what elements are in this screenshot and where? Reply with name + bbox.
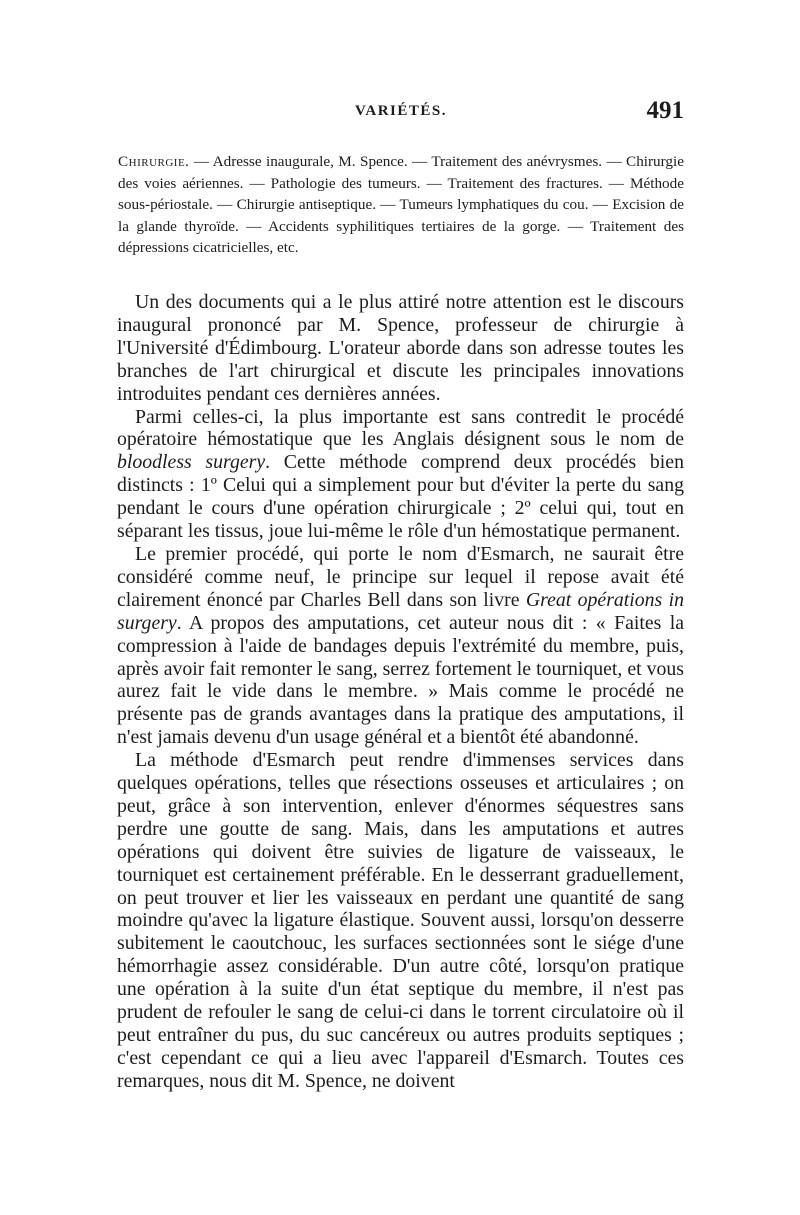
section-summary <box>118 151 684 259</box>
running-head <box>118 97 684 133</box>
summary-lead: Chirurgie. <box>118 153 190 170</box>
paragraph-2-text-a: Parmi celles-ci, la plus importante est sans contredit le procédé opératoire hémostatique que les Anglais désignent sous le nom de <box>117 405 684 451</box>
paragraph-2-text-b: . Cette méthode comprend deux procédés bien distincts : 1º Celui qui a simplement pour but d'éviter la perte du sang pendant le cours d'une opération chirurgicale ; 2º celui qui, tout en séparant les tissus, joue lui-même le rôle d'un hémostatique permanent. <box>117 451 684 543</box>
summary-text: — Adresse inaugurale, M. Spence. — Traitement des anévrysmes. — Chirurgie des voies aériennes. — Pathologie des tumeurs. — Traitement des fractures. — Méthode sous-périostale. — Chirurgie antiseptique. — Tumeurs lymphatiques du cou. — Excision de la glande thyroïde. — Accidents syphilitiques tertiaires de la gorge. — Traitement des dépressions cicatricielles, etc. <box>118 153 684 257</box>
section-title: VARIÉTÉS. <box>354 103 447 119</box>
paragraph-3-italic: Great opérations in surgery <box>117 588 684 634</box>
paragraph-1: Un des documents qui a le plus attiré notre attention est le discours inaugural prononcé par M. Spence, professeur de chirurgie à l'Université d'Édimbourg. L'orateur aborde dans son adresse toutes les branches de l'art chirurgical et discute les principales innovations introduites pendant ces dernières années. <box>117 291 684 405</box>
paragraph-2 <box>117 406 684 543</box>
paragraph-3-text-a: Le premier procédé, qui porte le nom d'Esmarch, ne saurait être considéré comme neuf, le principe sur lequel il repose avait été clairement énoncé par Charles Bell dans son livre <box>117 542 684 611</box>
page-number: 491 <box>646 97 684 124</box>
paragraph-4: La méthode d'Esmarch peut rendre d'immenses services dans quelques opérations, telles que résections osseuses et articulaires ; on peut, grâce à son intervention, enlever d'énormes séquestres sans perdre une goutte de sang. Mais, dans les amputations et autres opérations qui doivent être suivies de ligature de vaisseaux, le tourniquet est certainement préférable. En le desserrant graduellement, on peut trouver et lier les vaisseaux en perdant une quantité de sang moindre qu'avec la ligature élastique. Souvent aussi, lorsqu'on desserre subitement le caoutchouc, les surfaces sectionnées sont le siége d'une hémorrhagie assez considérable. D'un autre côté, lorsqu'on pratique une opération à la suite d'un état septique du membre, il n'est pas prudent de refouler le sang de celui-ci dans le torrent circulatoire où il peut entraîner du pus, du suc cancéreux ou autres produits septiques ; c'est cependant ce qui a lieu avec l'appareil d'Esmarch. Toutes ces remarques, nous dit M. Spence, ne doivent <box>117 749 684 1092</box>
article-body <box>117 291 684 1093</box>
paragraph-3 <box>117 543 684 749</box>
paragraph-3-text-b: . A propos des amputations, cet auteur nous dit : « Faites la compression à l'aide de bandages depuis l'extrémité du membre, puis, après avoir fait remonter le sang, serrez fortement le tourniquet, et vous aurez fait le vide dans le membre. » Mais comme le procédé ne présente pas de grands avantages dans la pratique des amputations, il n'est jamais devenu d'un usage général et a bientôt été abandonné. <box>117 611 684 749</box>
paragraph-2-italic: bloodless surgery <box>117 451 266 474</box>
